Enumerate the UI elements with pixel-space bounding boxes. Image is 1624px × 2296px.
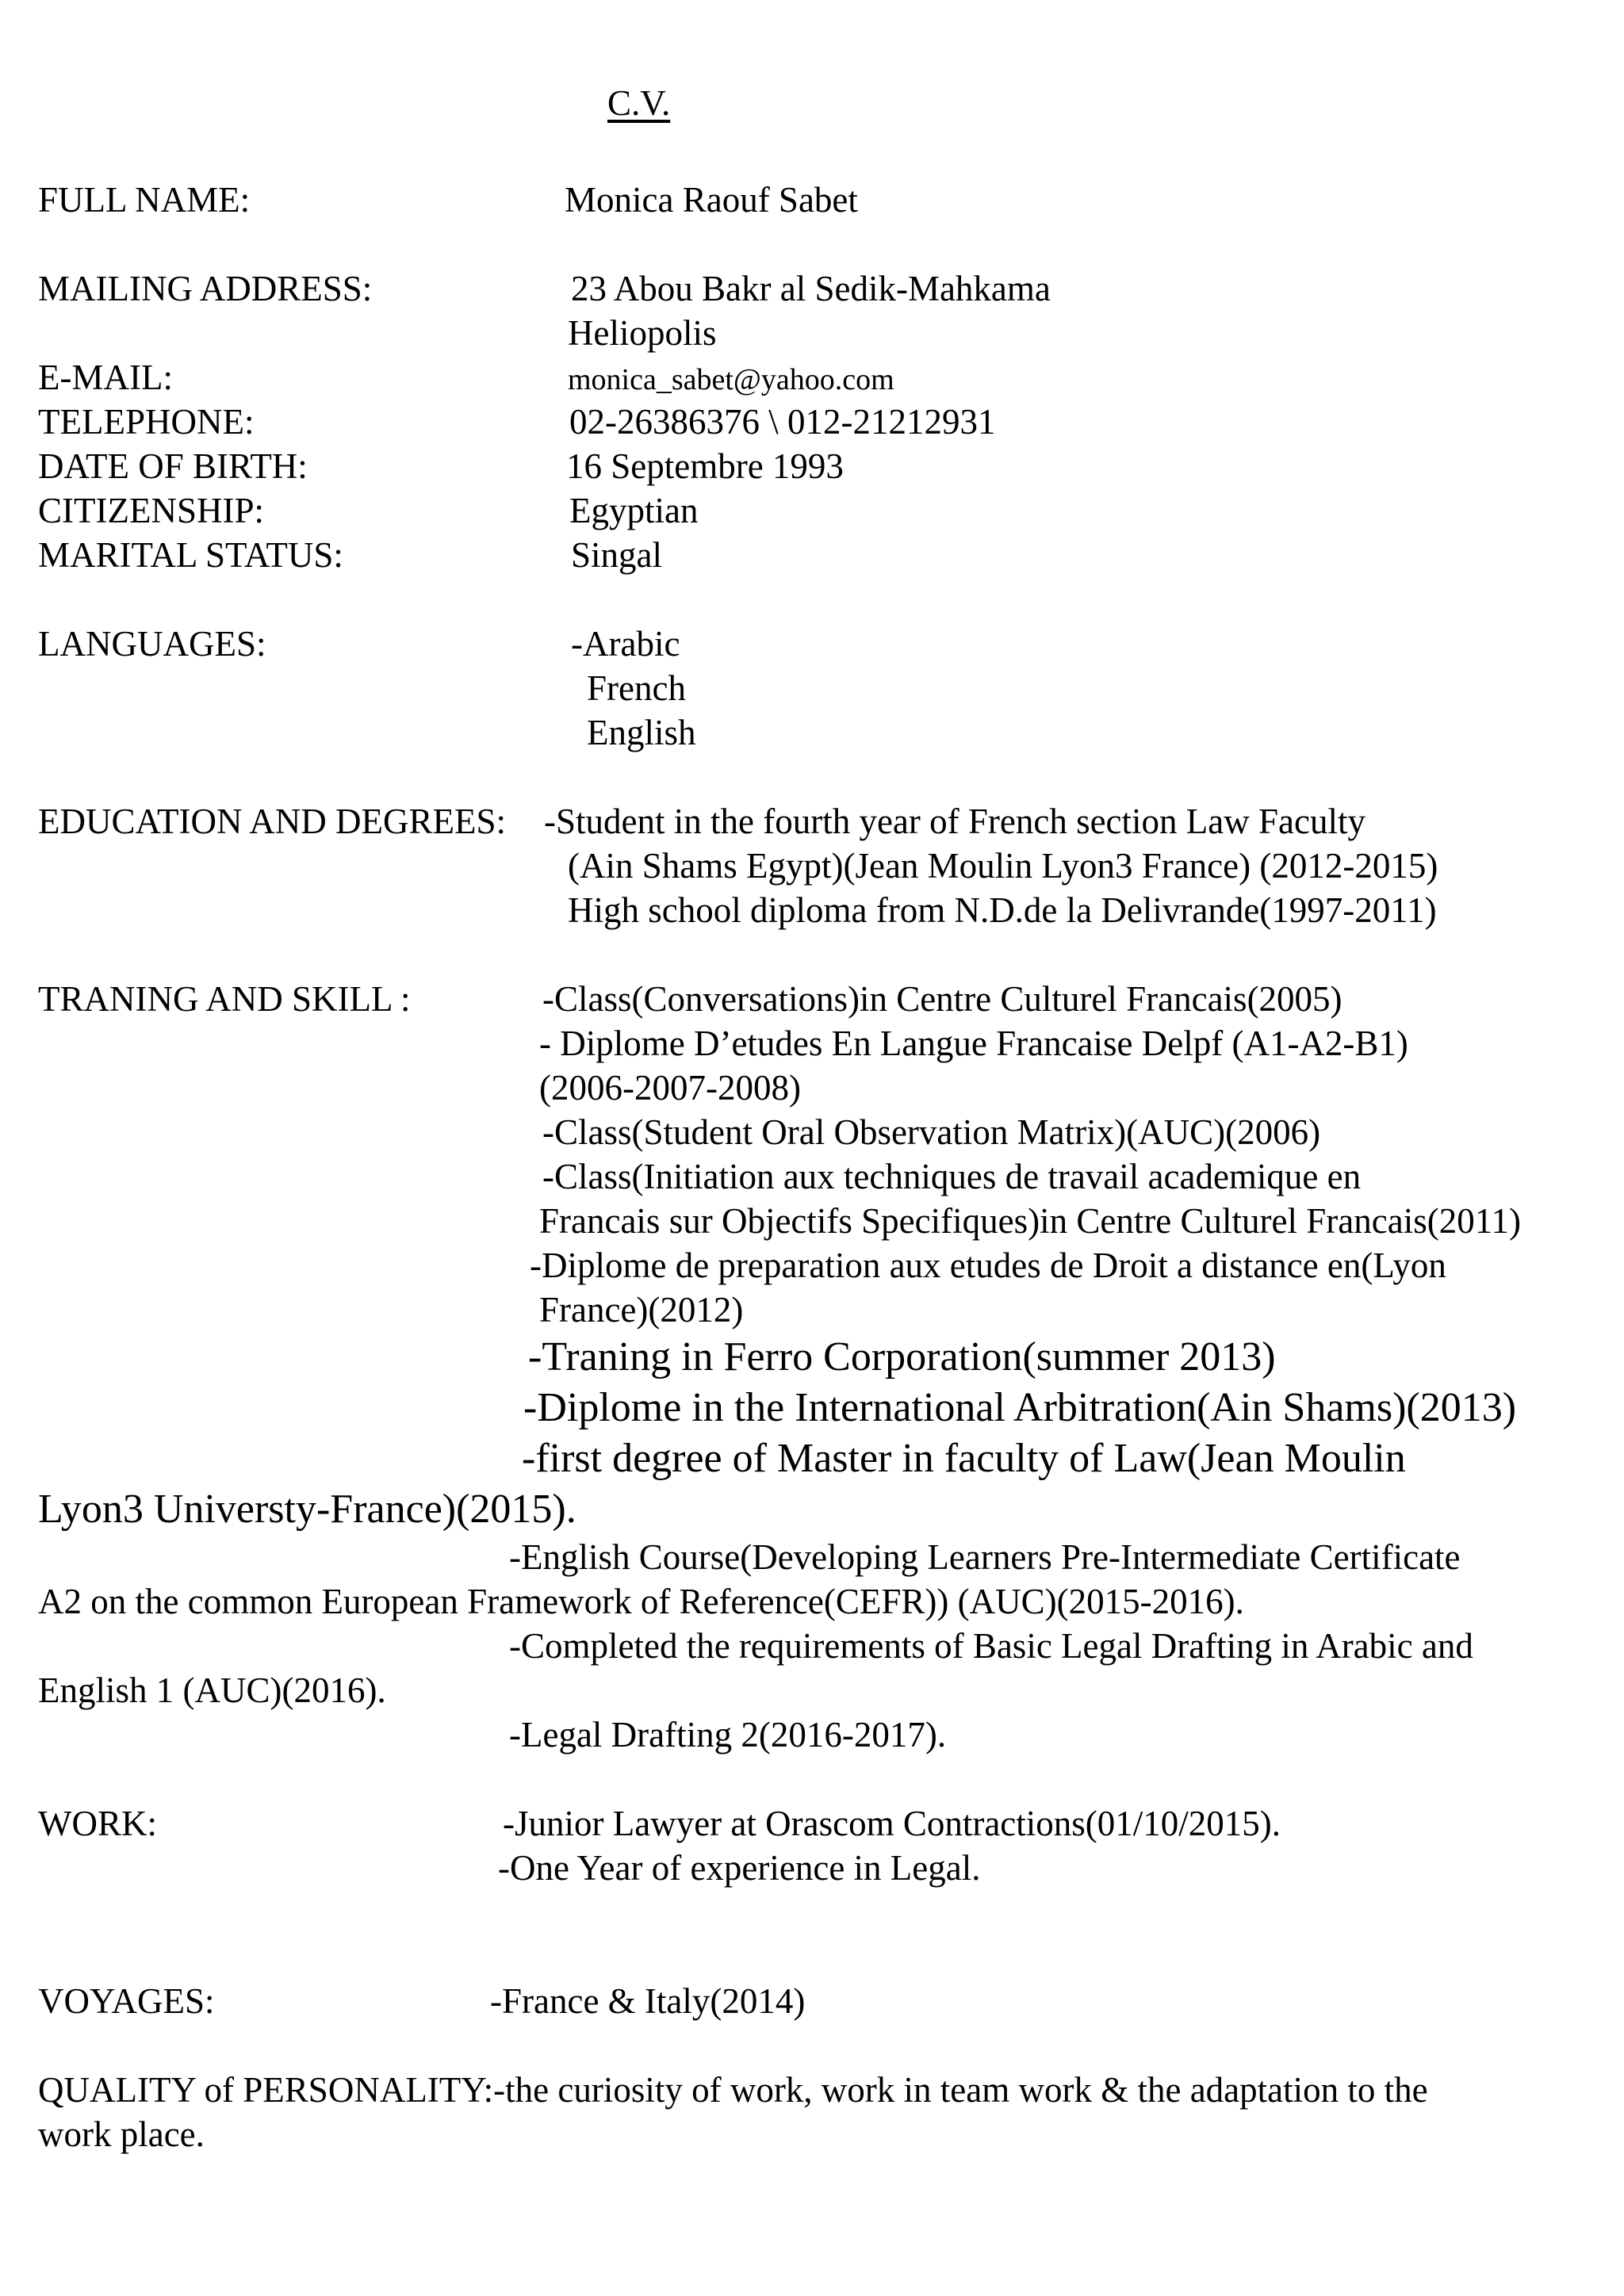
training-line: -Completed the requirements of Basic Legal Drafting in Arabic and <box>509 1626 1473 1666</box>
full-name-label: FULL NAME: <box>38 180 251 220</box>
training-line: -Class(Student Oral Observation Matrix)(AUC)(2006) <box>542 1112 1321 1152</box>
telephone-value: 02-26386376 \ 012-21212931 <box>569 402 996 442</box>
training-line: -Diplome in the International Arbitration(Ain Shams)(2013) <box>523 1385 1517 1430</box>
telephone-label: TELEPHONE: <box>38 402 255 442</box>
training-line: -Diplome de preparation aux etudes de Droit a distance en(Lyon <box>530 1246 1446 1285</box>
work-line: -One Year of experience in Legal. <box>498 1848 981 1888</box>
education-line: -Student in the fourth year of French section Law Faculty <box>544 802 1365 841</box>
quality-line: QUALITY of PERSONALITY:-the curiosity of work, work in team work & the adaptation to the <box>38 2070 1428 2110</box>
document-title: C.V. <box>607 83 671 123</box>
training-line: -Class(Conversations)in Centre Culturel Francais(2005) <box>542 979 1342 1019</box>
training-line: -Legal Drafting 2(2016-2017). <box>509 1715 947 1755</box>
languages-label: LANGUAGES: <box>38 624 266 664</box>
citizenship-value: Egyptian <box>569 491 699 530</box>
training-line: -English Course(Developing Learners Pre-Intermediate Certificate <box>509 1537 1461 1577</box>
training-line: Francais sur Objectifs Specifiques)in Centre Culturel Francais(2011) <box>539 1201 1522 1241</box>
language-item: English <box>587 713 696 752</box>
training-line: -Class(Initiation aux techniques de travail academique en <box>542 1157 1362 1196</box>
language-item: French <box>587 668 686 708</box>
training-line: France)(2012) <box>539 1290 744 1330</box>
full-name-value: Monica Raouf Sabet <box>565 180 858 220</box>
training-line: - Diplome D’etudes En Langue Francaise Delpf (A1-A2-B1) <box>539 1024 1408 1063</box>
quality-line: work place. <box>38 2114 205 2154</box>
marital-status-label: MARITAL STATUS: <box>38 535 343 575</box>
education-line: High school diploma from N.D.de la Delivrande(1997-2011) <box>568 890 1437 930</box>
marital-status-value: Singal <box>571 535 663 575</box>
email-value: monica_sabet@yahoo.com <box>568 363 894 396</box>
education-line: (Ain Shams Egypt)(Jean Moulin Lyon3 France) (2012-2015) <box>568 846 1438 886</box>
voyages-value: -France & Italy(2014) <box>490 1981 806 2021</box>
citizenship-label: CITIZENSHIP: <box>38 491 264 530</box>
voyages-label: VOYAGES: <box>38 1981 215 2021</box>
training-line: English 1 (AUC)(2016). <box>38 1670 386 1710</box>
date-of-birth-label: DATE OF BIRTH: <box>38 446 308 486</box>
education-label: EDUCATION AND DEGREES: <box>38 802 506 841</box>
language-item: -Arabic <box>571 624 680 664</box>
training-line: A2 on the common European Framework of Reference(CEFR)) (AUC)(2015-2016). <box>38 1582 1244 1621</box>
training-line: -first degree of Master in faculty of Law(Jean Moulin <box>522 1436 1406 1481</box>
work-label: WORK: <box>38 1804 157 1843</box>
mailing-address-label: MAILING ADDRESS: <box>38 269 373 308</box>
training-line: -Traning in Ferro Corporation(summer 2013) <box>528 1334 1276 1380</box>
training-line: Lyon3 Universty-France)(2015). <box>38 1487 576 1532</box>
work-line: -Junior Lawyer at Orascom Contractions(01/10/2015). <box>503 1804 1281 1843</box>
mailing-address-line-1: 23 Abou Bakr al Sedik-Mahkama <box>571 269 1051 308</box>
training-label: TRANING AND SKILL : <box>38 979 411 1019</box>
date-of-birth-value: 16 Septembre 1993 <box>566 446 844 486</box>
email-label: E-MAIL: <box>38 358 173 397</box>
training-line: (2006-2007-2008) <box>539 1068 801 1108</box>
mailing-address-line-2: Heliopolis <box>568 313 717 353</box>
